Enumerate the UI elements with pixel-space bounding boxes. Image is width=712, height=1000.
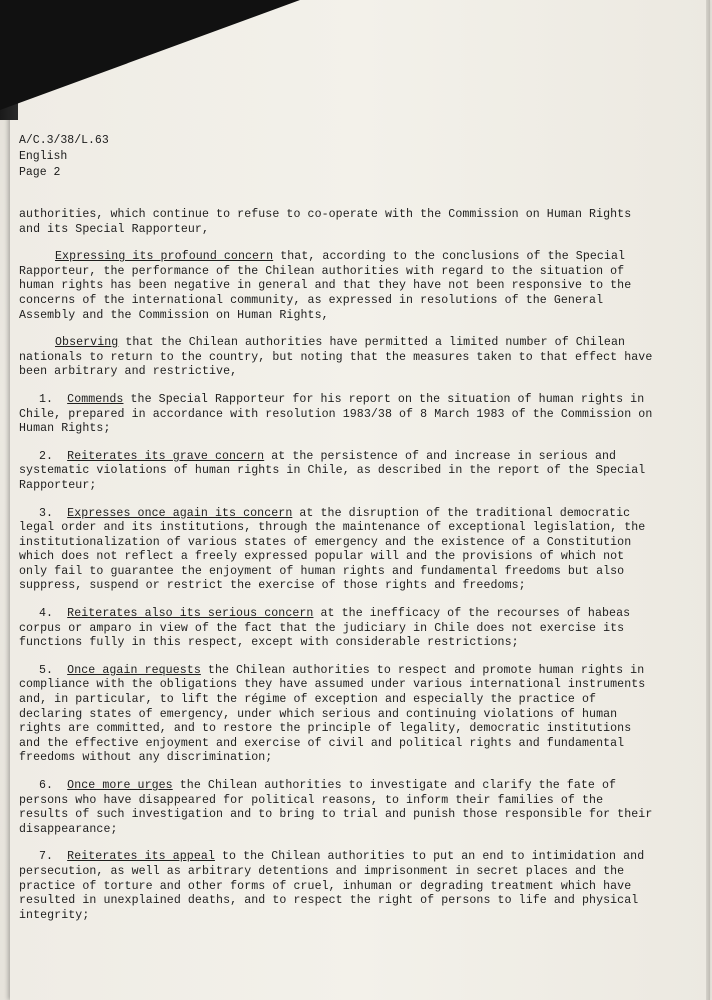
paragraph-lead: Once again requests: [67, 663, 201, 677]
paragraph-lead: Once more urges: [67, 779, 173, 792]
paragraph-lead: Commends: [67, 392, 124, 406]
paragraph-text: at the persistence of and increase in serious and systematic violations of human rights in Chile, as described in the report of the Special Rapporteur;: [19, 449, 646, 492]
document-page: [10, 0, 710, 1000]
paragraph-text: that the Chilean authorities have permitted a limited number of Chilean nationals to return to the country, but noting that the measures taken to that effect have been arbitrary and restrictive,: [19, 336, 653, 379]
paragraph-preamble-continued: [19, 208, 659, 237]
paragraph-number: 1.: [39, 392, 54, 406]
paragraph-text: to the Chilean authorities to put an end to intimidation and persecution, as well as arbitrary detentions and imprisonment in secret places and the practice of torture and other forms of cruel, inhuman or degrading treatment which have resulted in unexplained deaths, and to respect the right of persons to life and physical integrity;: [19, 850, 645, 922]
paragraph-operative-5: [19, 664, 659, 766]
paragraph-text: authorities, which continue to refuse to co-operate with the Commission on Human Rights and its Special Rapporteur,: [19, 208, 632, 236]
paragraph-text: the Special Rapporteur for his report on the situation of human rights in Chile, prepared in accordance with resolution 1983/38 of 8 March 1983 of the Commission on Human Rights;: [19, 392, 653, 436]
paragraph-number: 5.: [39, 663, 54, 677]
paragraph-number: 3.: [39, 506, 54, 520]
paragraph-operative-6: [19, 779, 659, 837]
paragraph-operative-2: [19, 450, 659, 494]
paragraph-lead: Reiterates its grave concern: [67, 449, 265, 463]
paragraph-lead: Reiterates also its serious concern: [67, 607, 314, 621]
document-page-number: Page 2: [19, 166, 61, 179]
paragraph-operative-3: [19, 507, 659, 595]
paragraph-text: that, according to the conclusions of the Special Rapporteur, the performance of the Chilean authorities with regard to the situation of human rights has been negative in general and that they have not been responsive to the concerns of the international community, as expressed in resolutions of the General Assembly and the Commission on Human Rights,: [19, 250, 632, 322]
paragraph-lead: Expressing its profound concern: [55, 250, 274, 264]
paragraph-text: the Chilean authorities to respect and promote human rights in compliance with the obligations they have assumed under various international instruments and, in particular, to lift the régime of exception and especially the practice of declaring states of emergency, under which serious and continuing violations of human rights are committed, and to restore the principle of legality, democratic institutions and the effective enjoyment and exercise of civil and political rights and fundamental freedoms without any discrimination;: [19, 663, 646, 765]
document-body: [19, 208, 659, 936]
paragraph-text: at the inefficacy of the recourses of habeas corpus or amparo in view of the fact that the judiciary in Chile does not exercise its functions fully in this respect, except with considerable restrictions;: [19, 607, 631, 650]
page-edge: [706, 0, 710, 1000]
paragraph-preamble-concern: [19, 250, 659, 323]
paragraph-text: at the disruption of the traditional democratic legal order and its institutions, through the maintenance of exceptional legislation, the institutionalization of various states of emergency and the existence of a Constitution which does not reflect a freely expressed popular will and the provisions of which not only fail to guarantee the enjoyment of human rights and fundamental freedoms but also suppress, suspend or restrict the exercise of those rights and freedoms;: [19, 506, 646, 593]
document-symbol: A/C.3/38/L.63: [19, 134, 109, 147]
paragraph-operative-1: [19, 393, 659, 437]
paragraph-operative-4: [19, 607, 659, 651]
paragraph-number: 2.: [39, 449, 54, 463]
paragraph-lead: Reiterates its appeal: [67, 850, 215, 864]
paragraph-lead: Expresses once again its concern: [67, 506, 293, 520]
paragraph-number: 6.: [39, 779, 54, 792]
paragraph-text: the Chilean authorities to investigate and clarify the fate of persons who have disappeared for political reasons, to inform their families of the results of such investigation and to bring to trial and punish those responsible for their disappearance;: [19, 779, 653, 836]
paragraph-number: 7.: [39, 850, 54, 864]
folded-corner: [0, 0, 300, 110]
paragraph-number: 4.: [39, 607, 54, 621]
document-language: English: [19, 150, 68, 163]
paragraph-lead: Observing: [55, 336, 119, 350]
paragraph-operative-7: [19, 850, 659, 923]
paragraph-preamble-observing: [19, 336, 659, 380]
document-header: [19, 133, 109, 181]
